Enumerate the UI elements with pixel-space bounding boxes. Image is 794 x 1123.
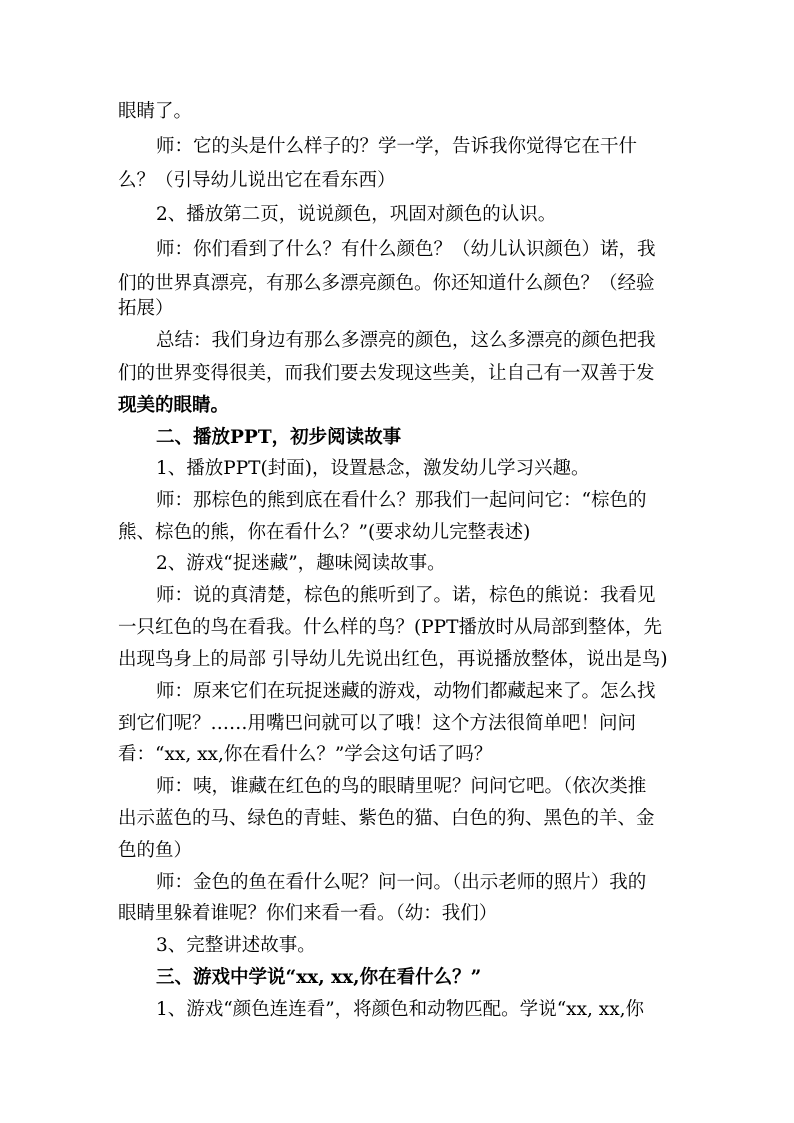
- text-line: 2、游戏“捉迷藏”，趣味阅读故事。: [156, 553, 446, 574]
- text-line: 熊、棕色的熊，你在看什么？”(要求幼儿完整表述): [118, 522, 531, 543]
- text-line: 师：你们看到了什么？有什么颜色？（幼儿认识颜色）诺，我: [156, 239, 656, 260]
- text-line: 看：“xx, xx,你在看什么？”学会这句话了吗？: [118, 744, 493, 765]
- text-line: 一只红色的鸟在看我。什么样的鸟？(PPT播放时从局部到整体，先: [118, 617, 662, 638]
- text-line: 们的世界真漂亮，有那么多漂亮颜色。你还知道什么颜色？（经验: [118, 273, 655, 294]
- text-line: 们的世界变得很美，而我们要去发现这些美，让自己有一双善于发: [118, 363, 655, 384]
- text-line: 总结：我们身边有那么多漂亮的颜色，这么多漂亮的颜色把我: [156, 330, 656, 351]
- text-line: 色的鱼）: [118, 840, 193, 861]
- section-heading: 三、游戏中学说“xx, xx,你在看什么？”: [156, 967, 482, 988]
- text-line: 师：说的真清楚，棕色的熊听到了。诺，棕色的熊说：我看见: [156, 585, 656, 606]
- text-line: 师：原来它们在玩捉迷藏的游戏，动物们都藏起来了。怎么找: [156, 681, 656, 702]
- section-heading: 二、播放PPT，初步阅读故事: [156, 427, 402, 448]
- text-line: 师：那棕色的熊到底在看什么？那我们一起问问它：“棕色的: [156, 490, 647, 511]
- text-line: 眼睛里躲着谁呢？你们来看一看。（幼：我们）: [118, 903, 498, 924]
- text-line: 1、播放PPT(封面)，设置悬念，激发幼儿学习兴趣。: [156, 458, 590, 479]
- text-line: 到它们呢？……用嘴巴问就可以了哦！这个方法很简单吧！问问: [118, 713, 637, 734]
- text-line: 出现鸟身上的局部 引导幼儿先说出红色，再说播放整体，说出是鸟): [118, 649, 668, 670]
- text-line: 3、完整讲述故事。: [156, 935, 316, 956]
- text-line: 出示蓝色的马、绿色的青蛙、紫色的猫、白色的狗、黑色的羊、金: [118, 808, 655, 829]
- text-line: 现美的眼睛。: [118, 395, 230, 416]
- text-line: 么？（引导幼儿说出它在看东西）: [118, 170, 396, 191]
- text-line: 1、游戏“颜色连连看”，将颜色和动物匹配。学说“xx, xx,你: [156, 999, 645, 1020]
- text-line: 2、播放第二页，说说颜色，巩固对颜色的认识。: [156, 204, 557, 225]
- text-line: 眼睛了。: [118, 101, 193, 122]
- text-line: 师：金色的鱼在看什么呢？问一问。（出示老师的照片）我的: [156, 872, 647, 893]
- text-line: 师：它的头是什么样子的？学一学，告诉我你觉得它在干什: [156, 136, 638, 157]
- text-line: 师：咦，谁藏在红色的鸟的眼睛里呢？问问它吧。（依次类推: [156, 776, 647, 797]
- text-line: 拓展）: [118, 298, 174, 319]
